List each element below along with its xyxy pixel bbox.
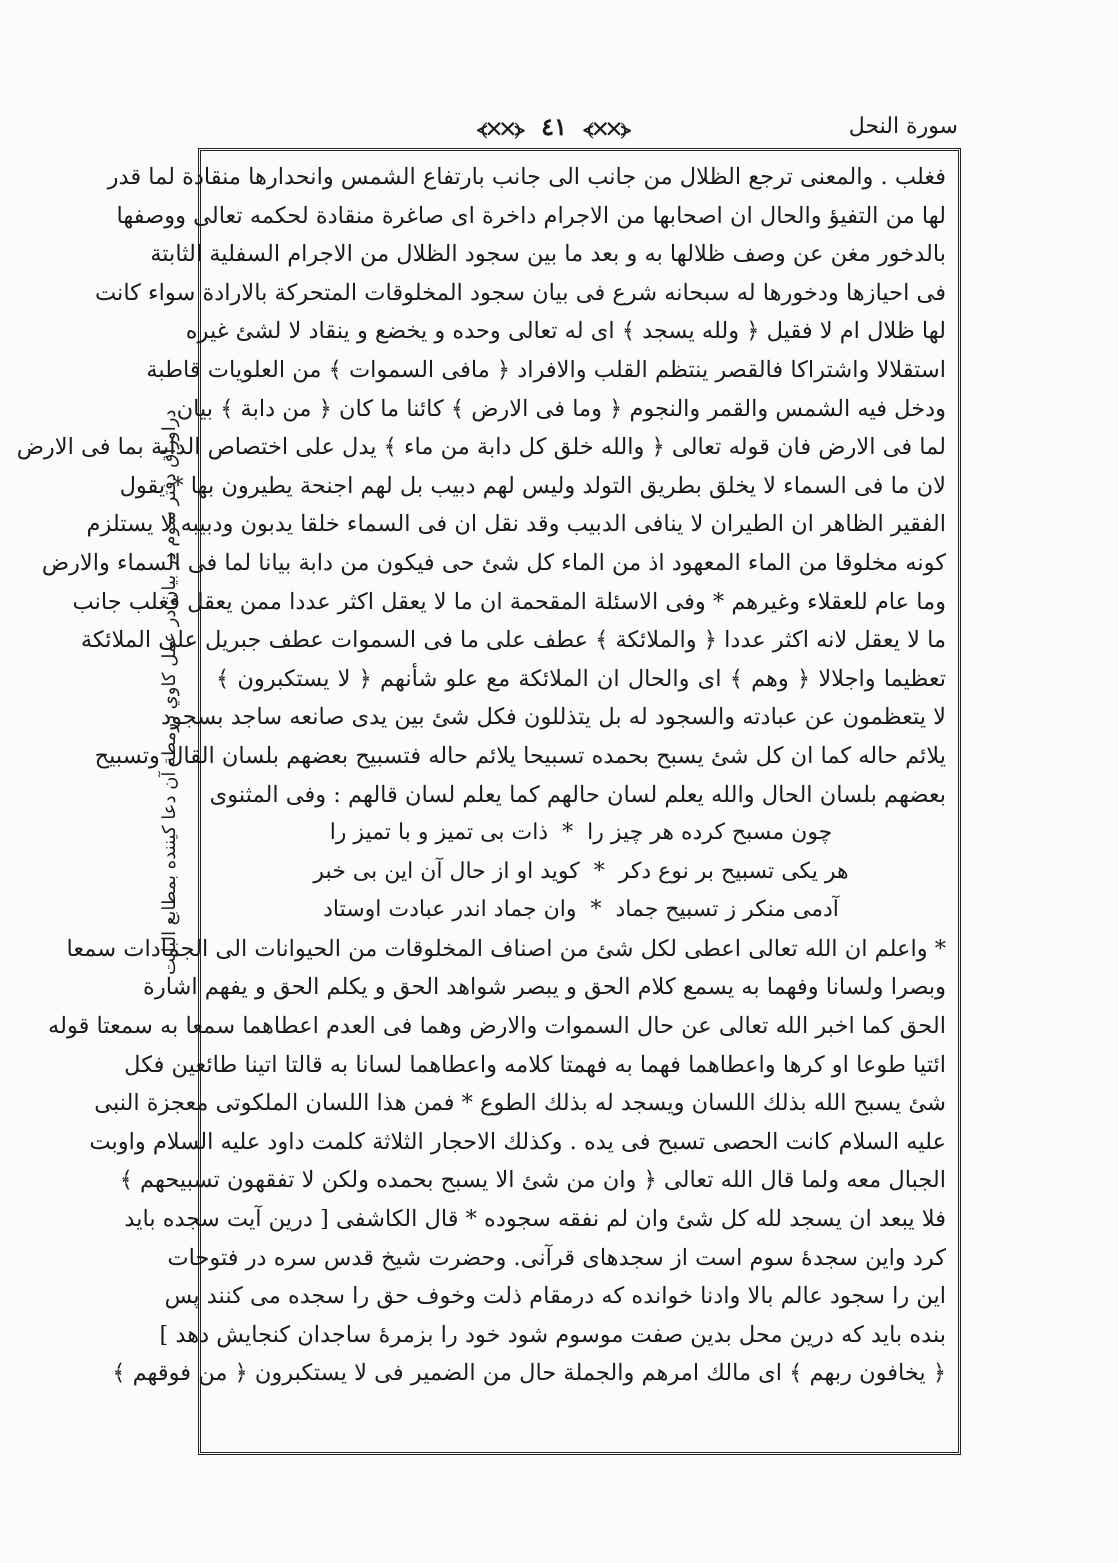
text-line: شئ يسبح الله بذلك اللسان ويسجد له بذلك الطوع * فمن هذا اللسان الملكوتى معجزة النبى: [94, 1090, 946, 1117]
text-line: تعظيما واجلالا ﴿ وهم ﴾ اى والحال ان الملائكة مع علو شأنهم ﴿ لا يستكبرون ﴾: [216, 665, 946, 692]
verse-line: [216, 814, 946, 853]
verse-hemistich-right: چون مسبح كرده هر چيز را: [587, 820, 833, 846]
verse-separator: *: [590, 897, 602, 923]
page-header: [150, 108, 958, 148]
ornament-right: ⦓✕✕⦔: [583, 119, 631, 140]
verse-line: [216, 853, 946, 892]
verse-separator: *: [562, 820, 574, 846]
verse-hemistich-left: ذات بى تميز و با تميز را: [329, 820, 549, 846]
poem-verses: [216, 814, 946, 930]
text-line: ودخل فيه الشمس والقمر والنجوم ﴿ وما فى الارض ﴾ كائنا ما كان ﴿ من دابة ﴾ بيان: [176, 395, 946, 422]
text-line: فى احيازها ودخورها له سبحانه شرع فى بيان سجود المخلوقات المتحركة بالارادة سواء كانت: [94, 279, 946, 306]
text-line: استقلالا واشتراكا فالقصر ينتظم القلب والافراد ﴿ مافى السموات ﴾ من العلويات قاطبة: [146, 356, 946, 383]
surah-title: سورة النحل: [848, 114, 958, 139]
text-line: ﴿ يخافون ربهم ﴾ اى مالك امرهم والجملة حال من الضمير فى لا يستكبرون ﴿ من فوقهم ﴾: [112, 1360, 946, 1387]
text-line: لان ما فى السماء لا يخلق بطريق التولد وليس لهم دبيب بل لهم اجنحة يطيرون بها * يقول: [119, 472, 946, 499]
verse-hemistich-right: آدمى منكر ز تسبيح جماد: [615, 897, 839, 923]
page-number: ٤١: [541, 112, 567, 141]
text-line: ما لا يعقل لانه اكثر عددا ﴿ والملائكة ﴾ عطف على ما فى السموات عطف جبريل على الملائكة: [80, 627, 946, 654]
verse-hemistich-left: وان جماد اندر عبادت اوستاد: [323, 897, 577, 923]
text-line: فلا يبعد ان يسجد لله كل شئ وان لم نفقه سجوده * قال الكاشفى [ درين آيت سجده بايد: [124, 1206, 946, 1233]
text-line: لا يتعظمون عن عبادته والسجود له بل يتذللون فكل شئ بين يدى صانعه ساجد بسجود: [161, 704, 946, 731]
ornament-left: ⦓✕✕⦔: [477, 119, 525, 140]
verse-hemistich-left: كويد او از حال آن اين بى خبر: [313, 858, 580, 884]
text-line: عليه السلام كانت الحصى تسبح فى يده . وكذلك الاحجار الثلاثة كلمت داود عليه السلام واوبت: [89, 1128, 946, 1155]
text-line: الجبال معه ولما قال الله تعالى ﴿ وان من شئ الا يسبح بحمده ولكن لا تفقهون تسبيحهم ﴾: [119, 1167, 946, 1194]
text-line: بنده بايد كه درين محل بدين صفت موسوم شود خود را بزمرهٔ ساجدان كنجايش دهد ]: [159, 1321, 946, 1348]
page-number-group: [150, 112, 958, 141]
text-line: * واعلم ان الله تعالى اعطى لكل شئ من اصناف المخلوقات من الحيوانات الى الجمادات سمعا: [66, 935, 946, 962]
text-line: لما فى الارض فان قوله تعالى ﴿ والله خلق كل دابة من ماء ﴾ يدل على اختصاص الدابة بما فى الارض: [16, 434, 946, 461]
verse-line: [216, 891, 946, 930]
text-line: اين را سجود عالم بالا وادنا خوانده كه درمقام ذلت وخوف حق را سجده مى كنند پس: [164, 1283, 946, 1310]
verse-hemistich-right: هر يكى تسبيح بر نوع دكر: [618, 858, 849, 884]
text-line: وما عام للعقلاء وغيرهم * وفى الاسئلة المقحمة ان ما لا يعقل اكثر عددا ممن يعقل فغلب جانب: [72, 588, 946, 615]
text-line: وبصرا ولسانا وفهما به يسمع كلام الحق و يبصر شواهد الحق و يكلم الحق و يفهم اشارة: [143, 974, 946, 1001]
text-line: كونه مخلوقا من الماء المعهود اذ من الماء كل شئ حى فيكون من دابة بيانا لما فى السماء والارض: [41, 549, 946, 576]
text-line: لها ظلال ام لا فقيل ﴿ ولله يسجد ﴾ اى له تعالى وحده و يخضع و ينقاد لا لشئ غيره: [185, 318, 946, 345]
text-line: بعضهم بلسان الحال والله يعلم لسان حالهم كما يعلم لسان قالهم : وفى المثنوى: [209, 781, 946, 808]
verse-separator: *: [593, 858, 605, 884]
text-line: يلائم حاله كما ان كل شئ يسبح بحمده تسبيحا يلائم حاله فتسبيح بعضهم بلسان القال وتسبيح: [94, 742, 946, 769]
margin-note: دراوراق دفتر سوم در بيان در عمل كاوي درمطة آن دعا كيننده بمطابع البايت: [159, 410, 180, 976]
text-part-2: [48, 930, 946, 1393]
text-line: الحق كما اخبر الله تعالى عن حال السموات والارض وهما فى العدم اعطاهما سمعا به سمعتا قوله: [48, 1013, 946, 1040]
text-line: كرد واين سجدهٔ سوم است از سجدهاى قرآنى. وحضرت شيخ قدس سره در فتوحات: [167, 1244, 946, 1271]
text-line: الفقير الظاهر ان الطيران لا ينافى الدبيب وقد نقل ان فى السماء خلقا يدبون ودبيبه لا يستلزم: [86, 511, 946, 538]
text-line: بالدخور مغن عن وصف ظلالها به و بعد ما بين سجود الظلال من الاجرام السفلية الثابتة: [150, 241, 946, 268]
text-line: لها من التفيؤ والحال ان اصحابها من الاجرام داخرة اى صاغرة منقادة لحكمه تعالى ووصفها: [116, 202, 946, 229]
text-line: ائتيا طوعا او كرها واعطاهما فهما به فهمتا كلامه واعطاهما لسانا به قالتا اتينا طائعين فكل: [124, 1051, 946, 1078]
text-line: فغلب . والمعنى ترجع الظلال من جانب الى جانب بارتفاع الشمس وانحدارها منقادة لما قدر: [107, 164, 946, 190]
